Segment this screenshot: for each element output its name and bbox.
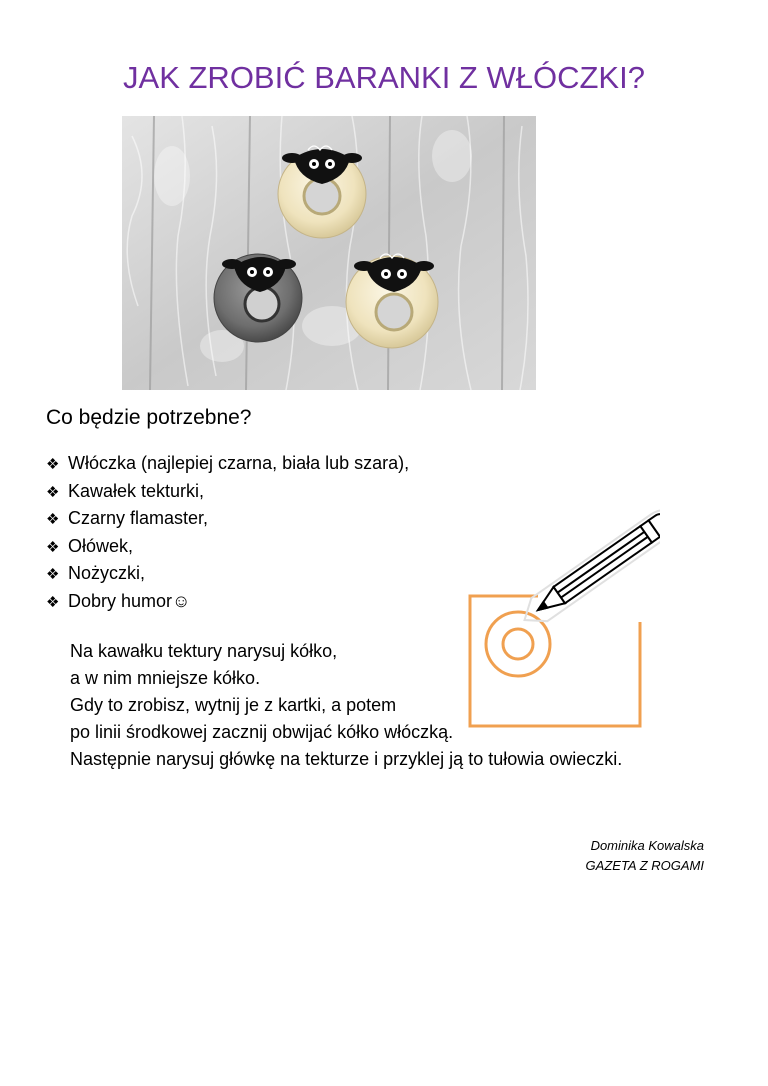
instruction-line: Następnie narysuj główkę na tekturze i przyklej ją to tułowia owieczki.	[70, 749, 623, 769]
instruction-line: a w nim mniejsze kółko.	[70, 668, 261, 688]
yarn-sheep-photo	[122, 116, 536, 390]
bullet-icon: ❖	[46, 456, 60, 473]
bullet-icon: ❖	[46, 593, 60, 611]
bullet-icon: ❖	[46, 511, 60, 528]
instruction-line: po linii środkowej zacznij obwijać kółko włóczką.	[70, 722, 454, 742]
list-item: ❖ Dobry humor☺	[46, 588, 409, 616]
publication-name: GAZETA Z ROGAMI	[585, 858, 704, 873]
list-item: ❖ Włóczka (najlepiej czarna, biała lub szara),	[46, 450, 409, 478]
bullet-icon: ❖	[46, 483, 60, 501]
list-item: ❖ Ołówek,	[46, 533, 409, 561]
instruction-line: Gdy to zrobisz, wytnij je z kartki, a potem	[70, 695, 397, 715]
signature	[586, 836, 704, 876]
instruction-line: Na kawałku tektury narysuj kółko,	[70, 641, 338, 661]
author-name: Dominika Kowalska	[590, 838, 704, 853]
supplies-list	[46, 450, 409, 615]
instructions-text	[70, 638, 622, 773]
list-item: ❖ Nożyczki,	[46, 560, 409, 588]
bullet-icon: ❖	[46, 538, 60, 556]
bullet-icon: ❖	[46, 566, 60, 583]
list-item: ❖ Kawałek tekturki,	[46, 478, 409, 506]
supplies-heading: Co będzie potrzebne?	[46, 406, 252, 429]
page-title: JAK ZROBIĆ BARANKI Z WŁÓCZKI?	[123, 60, 645, 95]
list-item: ❖ Czarny flamaster,	[46, 505, 409, 533]
